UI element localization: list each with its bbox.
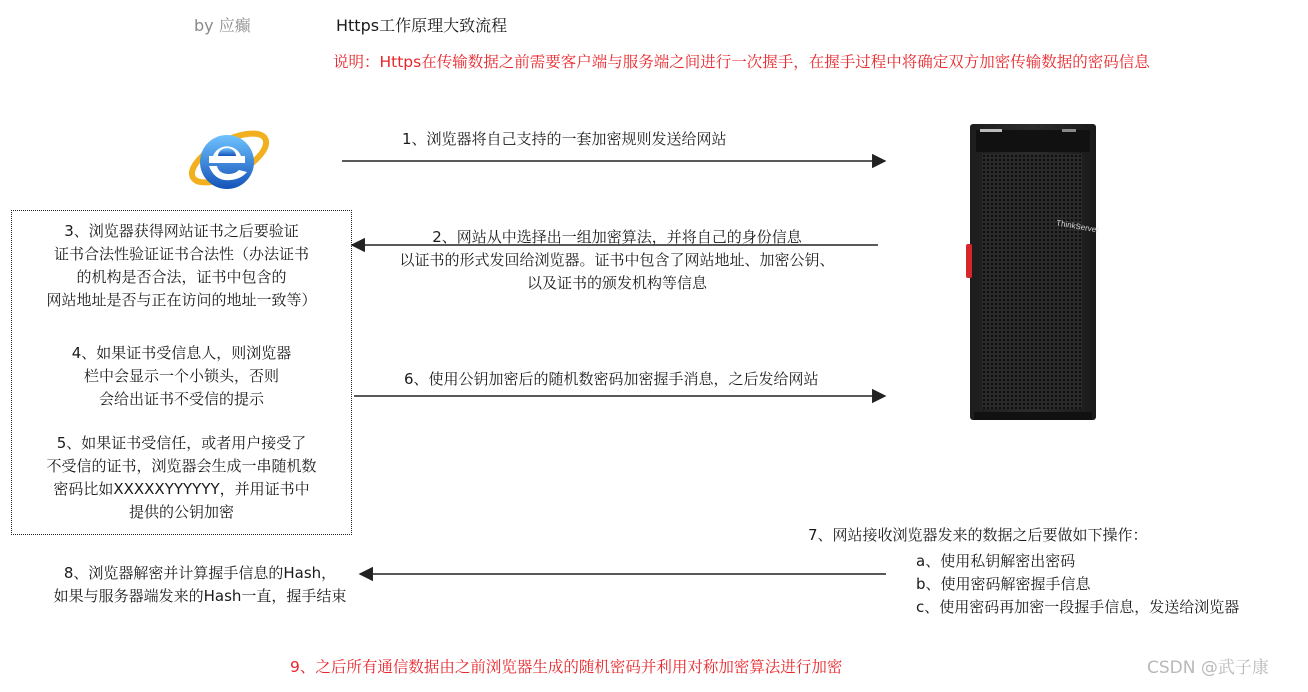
- step-2-line-3: 以及证书的颁发机构等信息: [526, 274, 707, 292]
- author-label: by 应癫: [194, 16, 251, 35]
- watermark: CSDN @武子康: [1147, 658, 1269, 678]
- step-5-text: [12, 432, 351, 524]
- step-7-item-a: a、使用私钥解密出密码: [916, 552, 1076, 570]
- step-3-text: [12, 220, 351, 312]
- step-7-item-b: b、使用密码解密握手信息: [916, 575, 1091, 593]
- step-2-line-1: 2、网站从中选择出一组加密算法，并将自己的身份信息: [432, 228, 802, 246]
- step-5-line-3: 密码比如XXXXXYYYYYY，并用证书中: [53, 480, 310, 498]
- step-8-line-1: 8、浏览器解密并计算握手信息的Hash，: [63, 564, 337, 582]
- step-4-line-1: 4、如果证书受信息人，则浏览器: [71, 344, 292, 362]
- step-8-text: [10, 562, 390, 608]
- step-4-text: [12, 342, 351, 411]
- step-2-line-2: 以证书的形式发回给浏览器。证书中包含了网站地址、加密公钥、: [399, 251, 835, 269]
- step-7-title: 7、网站接收浏览器发来的数据之后要做如下操作：: [808, 526, 1148, 544]
- step-4-line-3: 会给出证书不受信的提示: [98, 390, 264, 408]
- step-7-item-c: c、使用密码再加密一段握手信息，发送给浏览器: [916, 598, 1240, 616]
- step-6-text: 6、使用公钥加密后的随机数密码加密握手消息，之后发给网站: [404, 370, 819, 388]
- step-9-text: 9、之后所有通信数据由之前浏览器生成的随机密码并利用对称加密算法进行加密: [290, 658, 843, 676]
- step-4-line-2: 栏中会显示一个小锁头，否则: [83, 367, 279, 385]
- step-8-line-2: 如果与服务器端发来的Hash一直，握手结束: [53, 587, 347, 605]
- description-note: 说明：Https在传输数据之前需要客户端与服务端之间进行一次握手，在握手过程中将确定双方加密传输数据的密码信息: [333, 53, 1150, 71]
- diagram-title: Https工作原理大致流程: [336, 16, 508, 35]
- step-2-text: [342, 226, 892, 295]
- step-5-line-4: 提供的公钥加密: [128, 503, 234, 521]
- step-5-line-1: 5、如果证书受信任，或者用户接受了: [56, 434, 307, 452]
- step-3-line-1: 3、浏览器获得网站证书之后要验证: [64, 222, 299, 240]
- step-3-line-2: 证书合法性验证证书合法性（办法证书: [53, 245, 309, 263]
- step-1-text: 1、浏览器将自己支持的一套加密规则发送给网站: [402, 130, 727, 148]
- step-3-line-3: 的机构是否合法，证书中包含的: [76, 268, 287, 286]
- server-brand-label: ThinkServer: [1055, 218, 1100, 235]
- step-7-items: [916, 550, 1239, 619]
- step-3-line-4: 网站地址是否与正在访问的地址一致等）: [46, 291, 317, 309]
- step-5-line-2: 不受信的证书，浏览器会生成一串随机数: [46, 457, 317, 475]
